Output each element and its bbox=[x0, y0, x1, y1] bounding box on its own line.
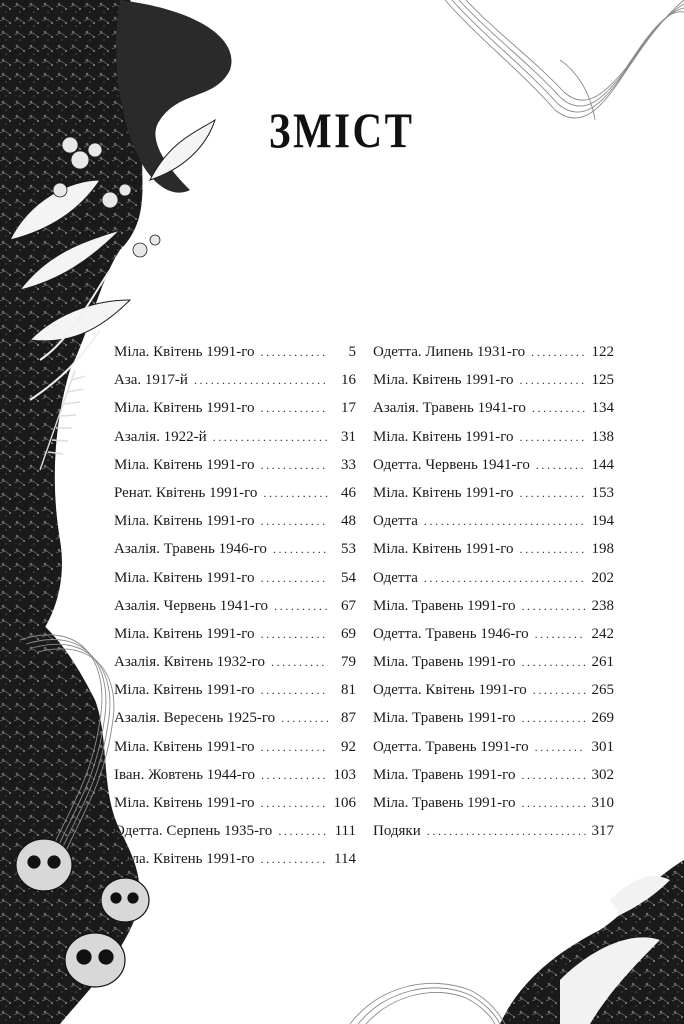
ribbon-bottom-icon bbox=[350, 983, 505, 1024]
dot-leader bbox=[261, 394, 328, 422]
page-title: ЗМІСТ bbox=[268, 102, 415, 158]
toc-entry bbox=[373, 648, 614, 676]
toc-entry-page: 16 bbox=[341, 372, 356, 389]
toc-entry bbox=[373, 704, 614, 732]
toc-entry bbox=[114, 817, 356, 845]
toc-entry-page: 153 bbox=[591, 484, 614, 501]
toc-entry-title: Ренат. Квітень 1991-го bbox=[114, 484, 258, 501]
toc-entry bbox=[114, 676, 356, 704]
dot-leader bbox=[274, 592, 328, 620]
toc-column-left bbox=[114, 338, 356, 874]
toc-entry-title: Міла. Травень 1991-го bbox=[373, 766, 516, 783]
toc-entry bbox=[114, 704, 356, 732]
dot-leader bbox=[536, 451, 586, 479]
toc-entry-page: 48 bbox=[341, 513, 356, 530]
toc-entry bbox=[114, 479, 356, 507]
dot-leader bbox=[261, 676, 328, 704]
toc-entry-page: 79 bbox=[341, 654, 356, 671]
toc-entry-title: Одетта. Серпень 1935-го bbox=[114, 823, 273, 840]
toc-entry-page: 198 bbox=[591, 541, 614, 558]
toc-entry-page: 114 bbox=[334, 851, 356, 868]
toc-entry bbox=[114, 733, 356, 761]
dot-leader bbox=[261, 507, 328, 535]
dot-leader bbox=[532, 394, 586, 422]
dot-leader bbox=[520, 366, 586, 394]
toc-entry-page: 106 bbox=[333, 795, 356, 811]
dot-leader bbox=[281, 704, 328, 732]
toc-entry-page: 87 bbox=[341, 710, 356, 727]
toc-entry-page: 310 bbox=[591, 795, 614, 811]
dot-leader bbox=[213, 423, 328, 451]
toc-entry-page: 261 bbox=[591, 654, 614, 671]
toc-entry bbox=[373, 761, 614, 789]
toc-column-right bbox=[373, 338, 614, 845]
toc-entry-title: Одетта. Травень 1946-го bbox=[373, 625, 529, 642]
dot-leader bbox=[261, 338, 328, 366]
toc-entry-page: 301 bbox=[591, 738, 614, 755]
toc-entry-page: 238 bbox=[591, 597, 614, 614]
toc-entry-page: 103 bbox=[333, 766, 356, 783]
dot-leader bbox=[261, 789, 328, 817]
toc-entry-title: Міла. Квітень 1991-го bbox=[114, 851, 255, 868]
toc-entry-title: Міла. Квітень 1991-го bbox=[114, 456, 255, 473]
toc-entry-page: 54 bbox=[341, 569, 356, 586]
toc-entry-page: 33 bbox=[341, 456, 356, 473]
toc-entry-title: Одетта bbox=[373, 569, 418, 586]
toc-entry-page: 69 bbox=[341, 625, 356, 642]
toc-entry-page: 269 bbox=[591, 710, 614, 727]
toc-entry-title: Одетта. Липень 1931-го bbox=[373, 344, 526, 360]
toc-entry bbox=[373, 507, 614, 535]
dot-leader bbox=[521, 761, 585, 789]
toc-entry-page: 302 bbox=[591, 766, 614, 783]
toc-entry bbox=[373, 564, 614, 592]
toc-entry bbox=[114, 535, 356, 563]
dot-leader bbox=[520, 423, 586, 451]
toc-entry-title: Міла. Квітень 1991-го bbox=[373, 484, 514, 501]
toc-entry bbox=[373, 394, 614, 422]
toc-entry bbox=[114, 789, 356, 817]
toc-entry-page: 265 bbox=[591, 682, 614, 699]
dot-leader bbox=[273, 535, 328, 563]
dot-leader bbox=[533, 676, 586, 704]
dot-leader bbox=[261, 845, 328, 873]
toc-entry-title: Міла. Травень 1991-го bbox=[373, 710, 516, 727]
dot-leader bbox=[535, 620, 586, 648]
dot-leader bbox=[278, 817, 328, 845]
toc-entry bbox=[373, 535, 614, 563]
dot-leader bbox=[520, 535, 586, 563]
toc-entry-page: 67 bbox=[341, 597, 356, 614]
toc-entry-title: Одетта. Квітень 1991-го bbox=[373, 682, 527, 699]
dot-leader bbox=[194, 366, 328, 394]
toc-entry-title: Міла. Квітень 1991-го bbox=[114, 400, 255, 417]
toc-entry-page: 111 bbox=[334, 823, 356, 840]
toc-entry-title: Азалія. 1922-й bbox=[114, 428, 207, 445]
toc-entry bbox=[373, 620, 614, 648]
toc-entry-page: 202 bbox=[591, 569, 614, 586]
toc-entry bbox=[114, 423, 356, 451]
toc-entry-page: 138 bbox=[591, 428, 614, 445]
dot-leader bbox=[521, 704, 585, 732]
toc-entry-title: Азалія. Червень 1941-го bbox=[114, 597, 269, 614]
toc-entry bbox=[114, 366, 356, 394]
toc-entry-page: 122 bbox=[591, 344, 614, 360]
dot-leader bbox=[261, 451, 328, 479]
toc-entry-title: Азалія. Травень 1946-го bbox=[114, 541, 267, 558]
toc-entry-title: Міла. Квітень 1991-го bbox=[114, 738, 255, 755]
toc-entry bbox=[114, 592, 356, 620]
toc-entry-title: Міла. Квітень 1991-го bbox=[114, 682, 255, 699]
dot-leader bbox=[424, 507, 586, 535]
dot-leader bbox=[261, 761, 327, 789]
dot-leader bbox=[261, 620, 328, 648]
toc-entry-page: 317 bbox=[591, 823, 614, 840]
dot-leader bbox=[521, 592, 585, 620]
toc-entry-page: 125 bbox=[591, 372, 614, 389]
dot-leader bbox=[427, 817, 586, 845]
dot-leader bbox=[521, 648, 585, 676]
toc-entry bbox=[373, 366, 614, 394]
toc-entry-title: Міла. Травень 1991-го bbox=[373, 795, 516, 811]
toc-entry bbox=[373, 451, 614, 479]
toc-entry-title: Міла. Квітень 1991-го bbox=[373, 541, 514, 558]
toc-entry bbox=[114, 564, 356, 592]
dot-leader bbox=[531, 338, 585, 366]
toc-entry-title: Міла. Квітень 1991-го bbox=[114, 569, 255, 586]
toc-entry-page: 134 bbox=[591, 400, 614, 417]
toc-entry-title: Міла. Квітень 1991-го bbox=[373, 428, 514, 445]
toc-entry-title: Азалія. Квітень 1932-го bbox=[114, 654, 265, 671]
toc-entry-title: Міла. Квітень 1991-го bbox=[114, 795, 255, 811]
toc-entry-page: 144 bbox=[591, 456, 614, 473]
toc-entry bbox=[114, 451, 356, 479]
toc-entry bbox=[114, 648, 356, 676]
toc-entry-title: Подяки bbox=[373, 823, 421, 840]
toc-entry-title: Одетта. Червень 1941-го bbox=[373, 456, 530, 473]
toc-entry-title: Азалія. Травень 1941-го bbox=[373, 400, 526, 417]
dot-leader bbox=[271, 648, 328, 676]
toc-entry bbox=[114, 394, 356, 422]
toc-entry bbox=[373, 592, 614, 620]
toc-entry bbox=[114, 845, 356, 873]
toc-entry-title: Міла. Травень 1991-го bbox=[373, 597, 516, 614]
toc-entry bbox=[373, 789, 614, 817]
toc-entry-page: 81 bbox=[341, 682, 356, 699]
toc-entry-title: Аза. 1917-й bbox=[114, 372, 188, 389]
toc-entry-title: Міла. Квітень 1991-го bbox=[114, 513, 255, 530]
dot-leader bbox=[261, 733, 328, 761]
toc-entry-title: Міла. Квітень 1991-го bbox=[114, 625, 255, 642]
toc-entry-page: 31 bbox=[341, 428, 356, 445]
toc-entry-page: 92 bbox=[341, 738, 356, 755]
toc-entry bbox=[373, 733, 614, 761]
toc-entry bbox=[114, 338, 356, 366]
toc-entry-title: Міла. Травень 1991-го bbox=[373, 654, 516, 671]
toc-entry-page: 242 bbox=[591, 625, 614, 642]
toc-entry bbox=[114, 620, 356, 648]
dot-leader bbox=[263, 479, 328, 507]
dot-leader bbox=[535, 733, 586, 761]
dot-leader bbox=[521, 789, 585, 817]
toc-entry bbox=[114, 761, 356, 789]
toc-entry-title: Міла. Квітень 1991-го bbox=[373, 372, 514, 389]
toc-entry bbox=[373, 817, 614, 845]
toc-entry-page: 53 bbox=[341, 541, 356, 558]
toc-entry bbox=[373, 338, 614, 366]
toc-entry-title: Азалія. Вересень 1925-го bbox=[114, 710, 276, 727]
toc-entry-page: 194 bbox=[591, 513, 614, 530]
toc-entry bbox=[373, 676, 614, 704]
toc-entry-title: Іван. Жовтень 1944-го bbox=[114, 766, 256, 783]
toc-entry bbox=[373, 423, 614, 451]
toc-entry-title: Одетта bbox=[373, 513, 418, 530]
toc-entry-title: Одетта. Травень 1991-го bbox=[373, 738, 529, 755]
toc-entry-page: 5 bbox=[348, 344, 356, 360]
toc-entry bbox=[373, 479, 614, 507]
toc-entry-title: Міла. Квітень 1991-го bbox=[114, 344, 255, 360]
toc-entry-page: 46 bbox=[341, 484, 356, 501]
toc-entry bbox=[114, 507, 356, 535]
dot-leader bbox=[520, 479, 586, 507]
toc-entry-page: 17 bbox=[341, 400, 356, 417]
dot-leader bbox=[261, 564, 328, 592]
dot-leader bbox=[424, 564, 586, 592]
